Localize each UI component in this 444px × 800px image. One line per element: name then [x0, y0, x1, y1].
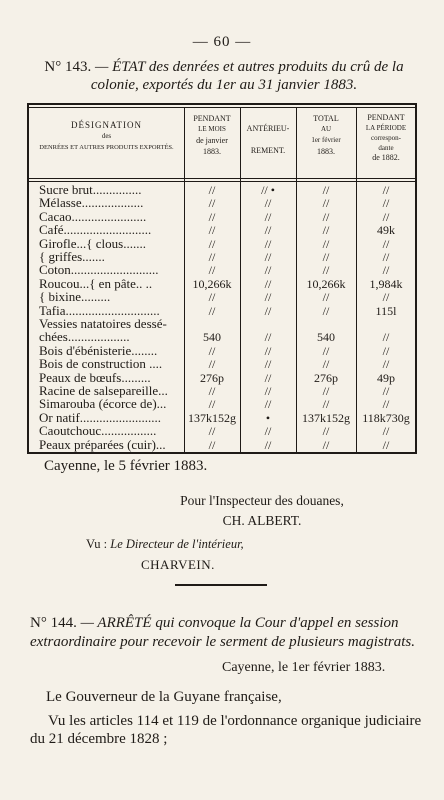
table-row — [29, 237, 415, 251]
row-value-anterieurement: // — [264, 437, 272, 452]
row-value-anterieurement: // • — [261, 183, 275, 197]
row-label: Girofle...{ clous....... — [39, 236, 146, 251]
row-value-1882: 49k — [377, 223, 395, 238]
header-col4-line1: PENDANT — [367, 113, 405, 122]
row-label: Tafia............................. — [39, 303, 160, 318]
table-row — [29, 263, 415, 277]
row-value-pendant: // — [208, 290, 216, 305]
header-col1-line4: 1883. — [203, 147, 221, 156]
row-value-anterieurement: // — [264, 370, 272, 385]
row-value-total: // — [322, 183, 330, 197]
row-value-total: // — [322, 196, 330, 211]
row-value-anterieurement: // — [264, 330, 272, 345]
row-label: Coton........................... — [39, 263, 159, 278]
vu-articles: Vu les articles 114 et 119 de l'ordonnance organique judiciaire du 21 décembre 1828 ; — [30, 713, 422, 747]
header-col4-line2: LA PÉRIODE — [365, 124, 407, 132]
row-value-anterieurement: // — [264, 343, 272, 358]
table-row — [29, 290, 415, 304]
table-row — [29, 424, 415, 438]
row-value-1882: 49p — [377, 370, 395, 385]
header-col2-line1: ANTÉRIEU- — [246, 124, 290, 133]
table-row — [29, 397, 415, 411]
table-row — [29, 277, 415, 291]
row-value-pendant: // — [208, 263, 216, 278]
row-value-pendant: // — [208, 183, 216, 197]
section-separator — [175, 584, 267, 586]
row-value-anterieurement: // — [264, 384, 272, 398]
header-col4 — [356, 113, 416, 183]
row-label: Roucou...{ en pâte.. .. — [39, 276, 153, 291]
table-row — [29, 223, 415, 237]
header-col1 — [184, 113, 240, 183]
row-value-anterieurement: • — [265, 410, 271, 425]
row-value-1882: // — [382, 437, 390, 452]
row-label: Caoutchouc................. — [39, 424, 157, 439]
row-value-total: // — [322, 343, 330, 358]
table-row — [29, 330, 415, 344]
row-value-anterieurement: // — [264, 397, 272, 412]
row-value-1882: 115l — [375, 303, 397, 318]
row-value-pendant: // — [208, 223, 216, 238]
row-value-1882: // — [382, 290, 390, 305]
row-value-anterieurement: // — [264, 290, 272, 305]
row-value-pendant: // — [208, 397, 216, 412]
table-row — [29, 210, 415, 224]
header-col4-line4: dante — [378, 144, 394, 152]
row-value-anterieurement: // — [264, 223, 272, 238]
row-value-total: 10,266k — [306, 276, 346, 291]
header-designation — [29, 109, 184, 179]
row-value-total: 137k152g — [302, 410, 350, 425]
row-label: chées................... — [39, 330, 130, 345]
row-value-1882: // — [382, 424, 390, 439]
export-table — [27, 103, 417, 454]
table-row — [29, 384, 415, 398]
section-144-number: N° 144. — [30, 615, 77, 631]
row-value-1882: // — [382, 357, 390, 372]
header-designation-line2: des — [101, 132, 112, 140]
table-row — [29, 357, 415, 371]
row-value-pendant: 276p — [200, 370, 224, 385]
table-row — [29, 304, 415, 318]
row-value-pendant: // — [208, 343, 216, 358]
row-value-1882: 1,984k — [369, 276, 403, 291]
vu-line — [86, 537, 244, 552]
row-value-1882: // — [382, 384, 390, 398]
header-rule — [29, 178, 415, 179]
row-value-1882: // — [382, 250, 390, 264]
section-143-title-text: — ÉTAT des denrées et autres produits du crû de la colonie, exportés du 1er au 31 janvier 1883. — [90, 59, 404, 93]
table-inner-rule — [29, 107, 415, 108]
row-value-1882: // — [382, 196, 390, 211]
header-col3-line1: TOTAL — [313, 114, 339, 123]
row-label: Racine de salsepareille... — [39, 384, 168, 398]
row-label: Café........................... — [39, 223, 152, 238]
signature-line1: Pour l'Inspecteur des douanes, — [180, 493, 344, 508]
row-label: Mélasse................... — [39, 196, 144, 211]
header-col1-line3: de janvier — [196, 136, 228, 145]
row-value-total: 540 — [317, 330, 335, 345]
row-label: Bois d'ébénisterie........ — [39, 343, 158, 358]
row-value-pendant: // — [208, 209, 216, 224]
row-label: Cacao....................... — [39, 209, 147, 224]
header-col3-line2: AU — [320, 125, 332, 133]
table-row — [29, 411, 415, 425]
row-label: Vessies natatoires dessé- — [39, 317, 167, 331]
table-row — [29, 438, 415, 452]
row-value-total: // — [322, 236, 330, 251]
table-row — [29, 371, 415, 385]
row-value-pendant: // — [208, 250, 216, 264]
row-value-total: // — [322, 384, 330, 398]
section-143-number: N° 143. — [44, 59, 92, 75]
row-value-total: // — [322, 290, 330, 305]
row-value-total: // — [322, 437, 330, 452]
row-value-total: // — [322, 263, 330, 278]
signature-name: CH. ALBERT. — [222, 513, 302, 528]
row-value-anterieurement: // — [264, 276, 272, 291]
table-row — [29, 317, 415, 331]
row-value-pendant: 10,266k — [192, 276, 232, 291]
row-value-total: 276p — [314, 370, 338, 385]
header-col4-line3: correspon- — [371, 134, 401, 142]
page-number: — 60 — — [192, 34, 252, 50]
section-143-title — [28, 58, 420, 94]
row-value-1882: // — [382, 209, 390, 224]
row-value-pendant: // — [208, 196, 216, 211]
place-date-143: Cayenne, le 5 février 1883. — [44, 458, 208, 474]
header-designation-line1: DÉSIGNATION — [71, 120, 142, 130]
row-value-total: // — [322, 303, 330, 318]
row-label: { bixine......... — [39, 290, 111, 305]
row-value-pendant: 540 — [203, 330, 221, 345]
row-value-total: // — [322, 357, 330, 372]
header-col4-line5: de 1882. — [372, 153, 400, 162]
row-label: { griffes....... — [39, 250, 105, 264]
section-144-title-text: — ARRÊTÉ qui convoque la Cour d'appel en session extraordinaire pour recevoir le serment de plusieurs magistrats. — [30, 615, 415, 650]
header-col3-line3: 1er février — [311, 136, 341, 144]
row-value-anterieurement: // — [264, 250, 272, 264]
row-value-anterieurement: // — [264, 424, 272, 439]
row-value-anterieurement: // — [264, 236, 272, 251]
vu-label: Vu : — [86, 537, 108, 551]
table-row — [29, 196, 415, 210]
row-value-1882: // — [382, 236, 390, 251]
row-label: Peaux de bœufs......... — [39, 370, 151, 385]
row-value-anterieurement: // — [264, 196, 272, 211]
row-label: Bois de construction .... — [39, 357, 163, 372]
row-value-1882: 118k730g — [362, 410, 410, 425]
header-col2-line2: REMENT. — [250, 146, 286, 155]
table-row — [29, 250, 415, 264]
header-rule-double — [29, 181, 415, 182]
header-col3 — [296, 113, 356, 183]
header-col1-line2: LE MOIS — [198, 125, 226, 133]
header-col3-line4: 1883. — [317, 147, 335, 156]
row-value-total: // — [322, 397, 330, 412]
row-value-pendant: // — [208, 236, 216, 251]
row-value-1882: // — [382, 343, 390, 358]
vu-name: CHARVEIN. — [141, 557, 215, 572]
row-value-1882: // — [382, 397, 390, 412]
row-value-pendant: // — [208, 384, 216, 398]
section-144-title — [30, 614, 422, 652]
row-value-1882: // — [382, 263, 390, 278]
row-value-anterieurement: // — [264, 263, 272, 278]
gouverneur-line: Le Gouverneur de la Guyane française, — [46, 689, 282, 705]
row-value-anterieurement: // — [264, 209, 272, 224]
row-value-total: // — [322, 250, 330, 264]
vu-role: Le Directeur de l'intérieur, — [110, 537, 244, 551]
header-col1-line1: PENDANT — [193, 114, 231, 123]
row-label: Simarouba (écorce de)... — [39, 397, 167, 412]
row-value-pendant: 137k152g — [188, 410, 236, 425]
row-value-total: // — [322, 209, 330, 224]
row-value-pendant: // — [208, 437, 216, 452]
row-value-pendant: // — [208, 303, 216, 318]
place-date-144: Cayenne, le 1er février 1883. — [222, 660, 386, 675]
table-row — [29, 183, 415, 197]
row-value-1882: // — [382, 183, 390, 197]
row-value-pendant: // — [208, 357, 216, 372]
row-value-anterieurement: // — [264, 357, 272, 372]
row-label: Sucre brut............... — [39, 183, 142, 197]
table-row — [29, 344, 415, 358]
row-value-pendant: // — [208, 424, 216, 439]
row-value-anterieurement: // — [264, 303, 272, 318]
row-value-total: // — [322, 223, 330, 238]
header-designation-line3: DENRÉES ET AUTRES PRODUITS EXPORTÉS. — [39, 144, 174, 151]
row-value-1882: // — [382, 330, 390, 345]
row-label: Peaux préparées (cuir)... — [39, 437, 166, 452]
row-label: Or natif......................... — [39, 410, 162, 425]
row-value-total: // — [322, 424, 330, 439]
